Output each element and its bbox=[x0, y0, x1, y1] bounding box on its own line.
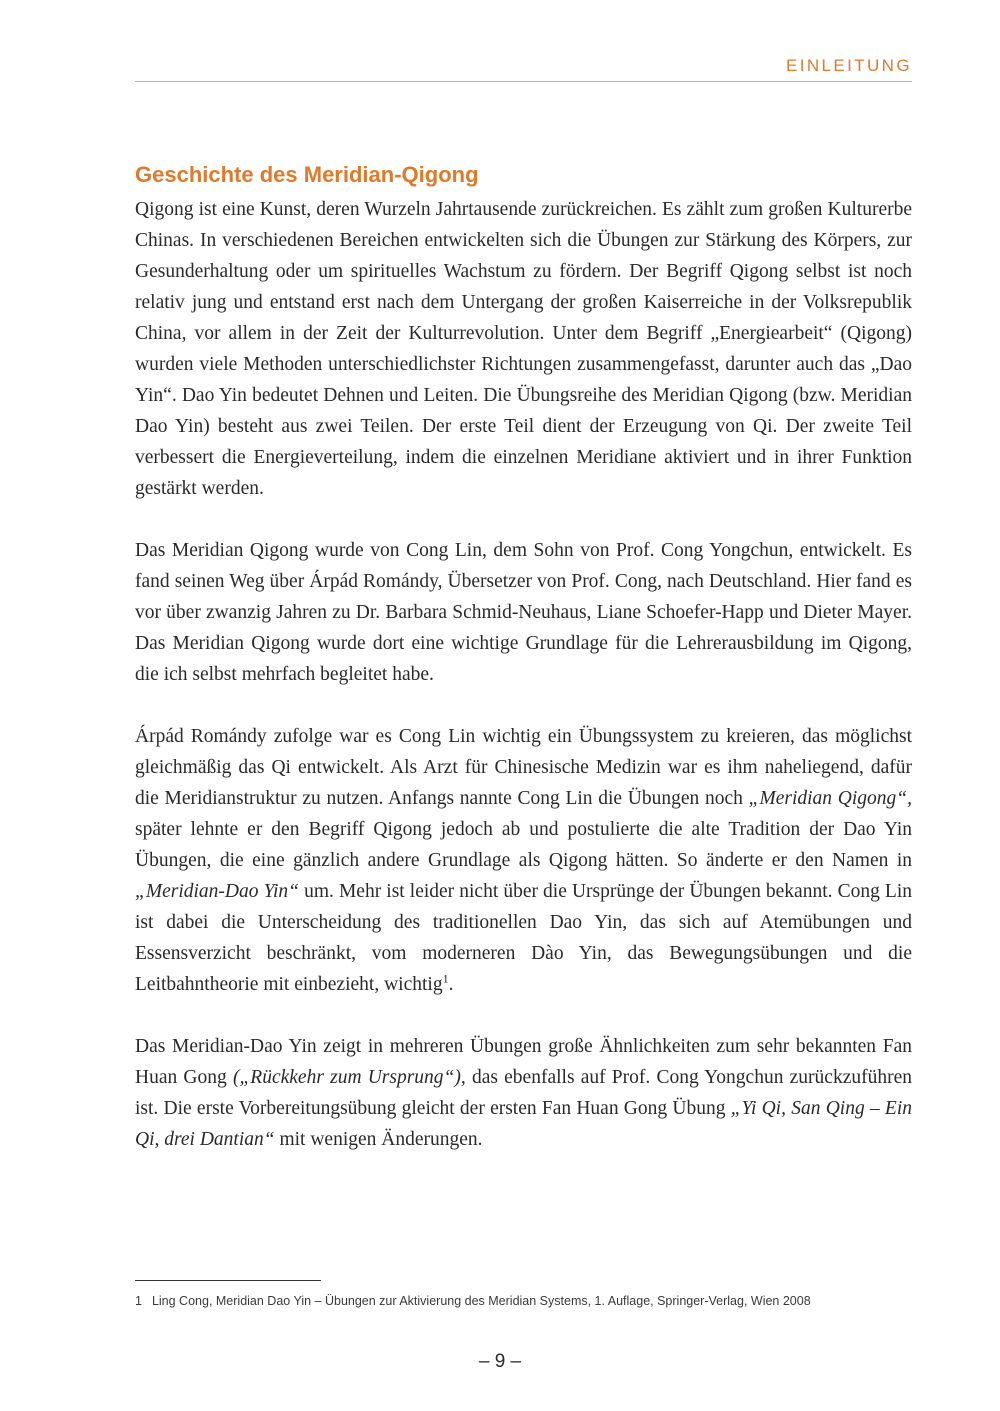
paragraph-3 bbox=[135, 721, 912, 1000]
paragraph-3-text: später lehnte er den Begriff Qigong jedoch ab und postulierte die alte Tradition der Dao Yin Übungen, die eine gänzlich andere Grundlage als Qigong hätten. So änderte er den Namen in bbox=[135, 819, 912, 871]
body-text bbox=[135, 194, 912, 1155]
paragraph-2: Das Meridian Qigong wurde von Cong Lin, dem Sohn von Prof. Cong Yongchun, entwickelt. Es fand seinen Weg über Árpád Romándy, Übersetzer von Prof. Cong, nach Deutschland. Hier fand es vor über zwanzig Jahren zu Dr. Barbara Schmid-Neuhaus, Liane Schoefer-Happ und Dieter Mayer. Das Meridian Qigong wurde dort eine wichtige Grundlage für die Lehrerausbildung im Qigong, die ich selbst mehrfach begleitet habe. bbox=[135, 540, 912, 685]
term-yi-qi-san-qing: „Yi Qi, San Qing – Ein Qi, drei Dantian“ bbox=[135, 1098, 912, 1150]
footnote-rule bbox=[135, 1280, 321, 1281]
footnote-reference[interactable]: 1 bbox=[442, 971, 449, 986]
running-header: EINLEITUNG bbox=[785, 56, 912, 75]
section-title: Geschichte des Meridian-Qigong bbox=[135, 162, 479, 187]
paragraph-3-text: Árpád Romándy zufolge war es Cong Lin wichtig ein Übungssystem zu kreieren, das möglichst gleichmäßig das Qi entwickelt. Als Arzt für Chinesische Medizin war es ihm naheliegend, dafür die Meridianstruktur zu nutzen. Anfangs nannte Cong Lin die Übungen noch bbox=[135, 726, 912, 809]
footnote bbox=[135, 1294, 811, 1308]
footnote-number: 1 bbox=[135, 1294, 142, 1308]
paragraph-4-text: Das Meridian-Dao Yin zeigt in mehreren Übungen große Ähnlichkeiten zum sehr bekannten Fan Huan Gong bbox=[135, 1036, 912, 1088]
page-number: – 9 – bbox=[478, 1351, 522, 1372]
paragraph-4-text: das ebenfalls auf Prof. Cong Yongchun zurückzuführen ist. Die erste Vorbereitungsübung gleicht der ersten Fan Huan Gong Übung bbox=[135, 1067, 912, 1119]
footnote-text: Ling Cong, Meridian Dao Yin – Übungen zur Aktivierung des Meridian Systems, 1. Auflage, Springer-Verlag, Wien 2008 bbox=[151, 1294, 811, 1308]
paragraph-4 bbox=[135, 1031, 912, 1155]
paragraph-4-text: mit wenigen Änderungen. bbox=[274, 1129, 483, 1150]
header-rule bbox=[135, 81, 912, 82]
paragraph-3-text: um. Mehr ist leider nicht über die Ursprünge der Übungen bekannt. Cong Lin ist dabei die Unterscheidung des traditionellen Dao Yin, das sich auf Atemübungen und Essensverzicht beschränkt, vom moderneren Dào Yin, das Bewegungsübungen und die Leitbahntheorie mit einbezieht, wichtig bbox=[135, 881, 913, 995]
term-meridian-qigong: „Meridian Qigong“, bbox=[748, 788, 912, 809]
term-meridian-dao-yin: „Meridian-Dao Yin“ bbox=[135, 881, 299, 902]
term-rueckkehr-zum-ursprung: („Rückkehr zum Ursprung“), bbox=[232, 1067, 466, 1088]
paragraph-3-text: . bbox=[448, 974, 454, 995]
paragraph-1: Qigong ist eine Kunst, deren Wurzeln Jahrtausende zurückreichen. Es zählt zum großen Kulturerbe Chinas. In verschiedenen Bereichen entwickelten sich die Übungen zur Stärkung des Körpers, zur Gesunderhaltung oder um spirituelles Wachstum zu fördern. Der Begriff Qigong selbst ist noch relativ jung und entstand erst nach dem Untergang der großen Kaiserreiche in der Volksrepublik China, vor allem in der Zeit der Kulturrevolution. Unter dem Begriff „Energiearbeit“ (Qigong) wurden viele Methoden unterschiedlichster Richtungen zusammengefasst, darunter auch das „Dao Yin“. Dao Yin bedeutet Dehnen und Leiten. Die Übungsreihe des Meridian Qigong (bzw. Meridian Dao Yin) besteht aus zwei Teilen. Der erste Teil dient der Erzeugung von Qi. Der zweite Teil verbessert die Energieverteilung, indem die einzelnen Meridiane aktiviert und in ihrer Funktion gestärkt werden. bbox=[135, 199, 912, 499]
